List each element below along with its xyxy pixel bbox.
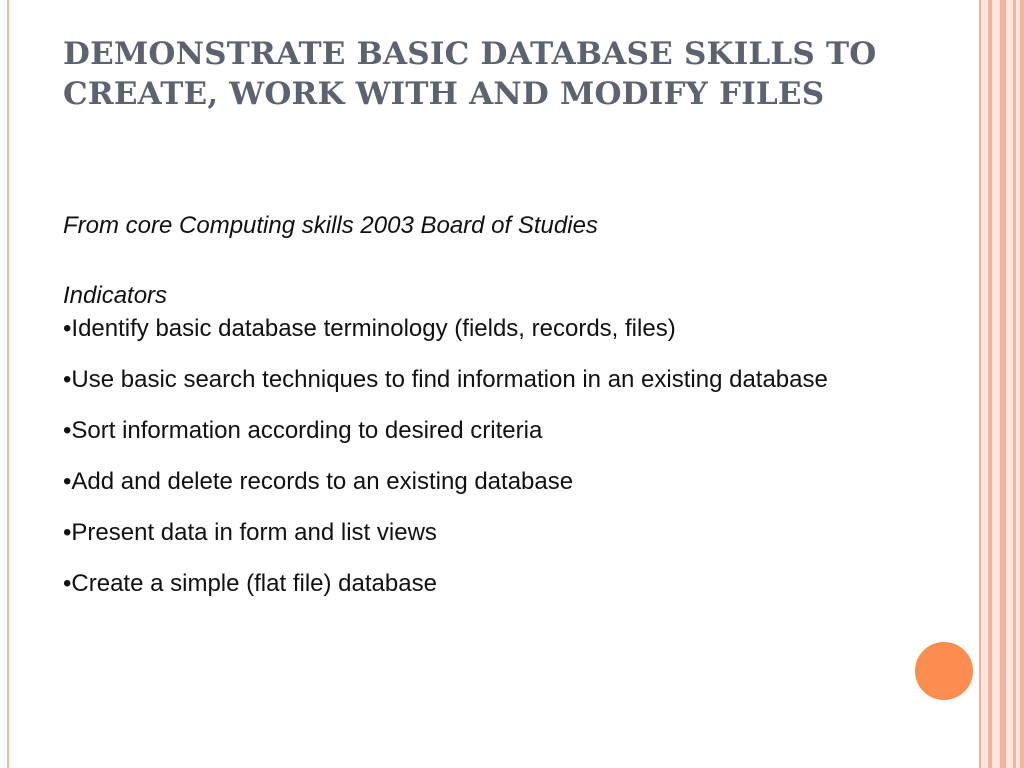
decorative-stripe: [1020, 0, 1024, 768]
indicator-item: •Use basic search techniques to find information in an existing database: [63, 366, 828, 393]
indicator-item: •Sort information according to desired criteria: [63, 417, 543, 444]
decorative-stripe: [1013, 0, 1016, 768]
indicator-item: •Present data in form and list views: [63, 519, 437, 546]
decorative-circle: [913, 640, 975, 702]
source-text: From core Computing skills 2003 Board of Studies: [63, 212, 598, 239]
indicator-item: •Add and delete records to an existing database: [63, 468, 574, 495]
slide-content: [63, 208, 903, 618]
indicator-item: •Create a simple (flat file) database: [63, 570, 437, 597]
decorative-stripe: [1000, 0, 1006, 768]
slide-title: DEMONSTRATE BASIC DATABASE SKILLS TO CREATE, WORK WITH AND MODIFY FILES: [63, 36, 877, 112]
indicator-list: [63, 312, 903, 601]
left-border-line: [7, 0, 9, 768]
indicator-item: •Identify basic database terminology (fields, records, files): [63, 315, 676, 342]
decorative-stripe: [988, 0, 992, 768]
indicators-label: Indicators: [63, 282, 168, 309]
decorative-stripe: [979, 0, 981, 768]
